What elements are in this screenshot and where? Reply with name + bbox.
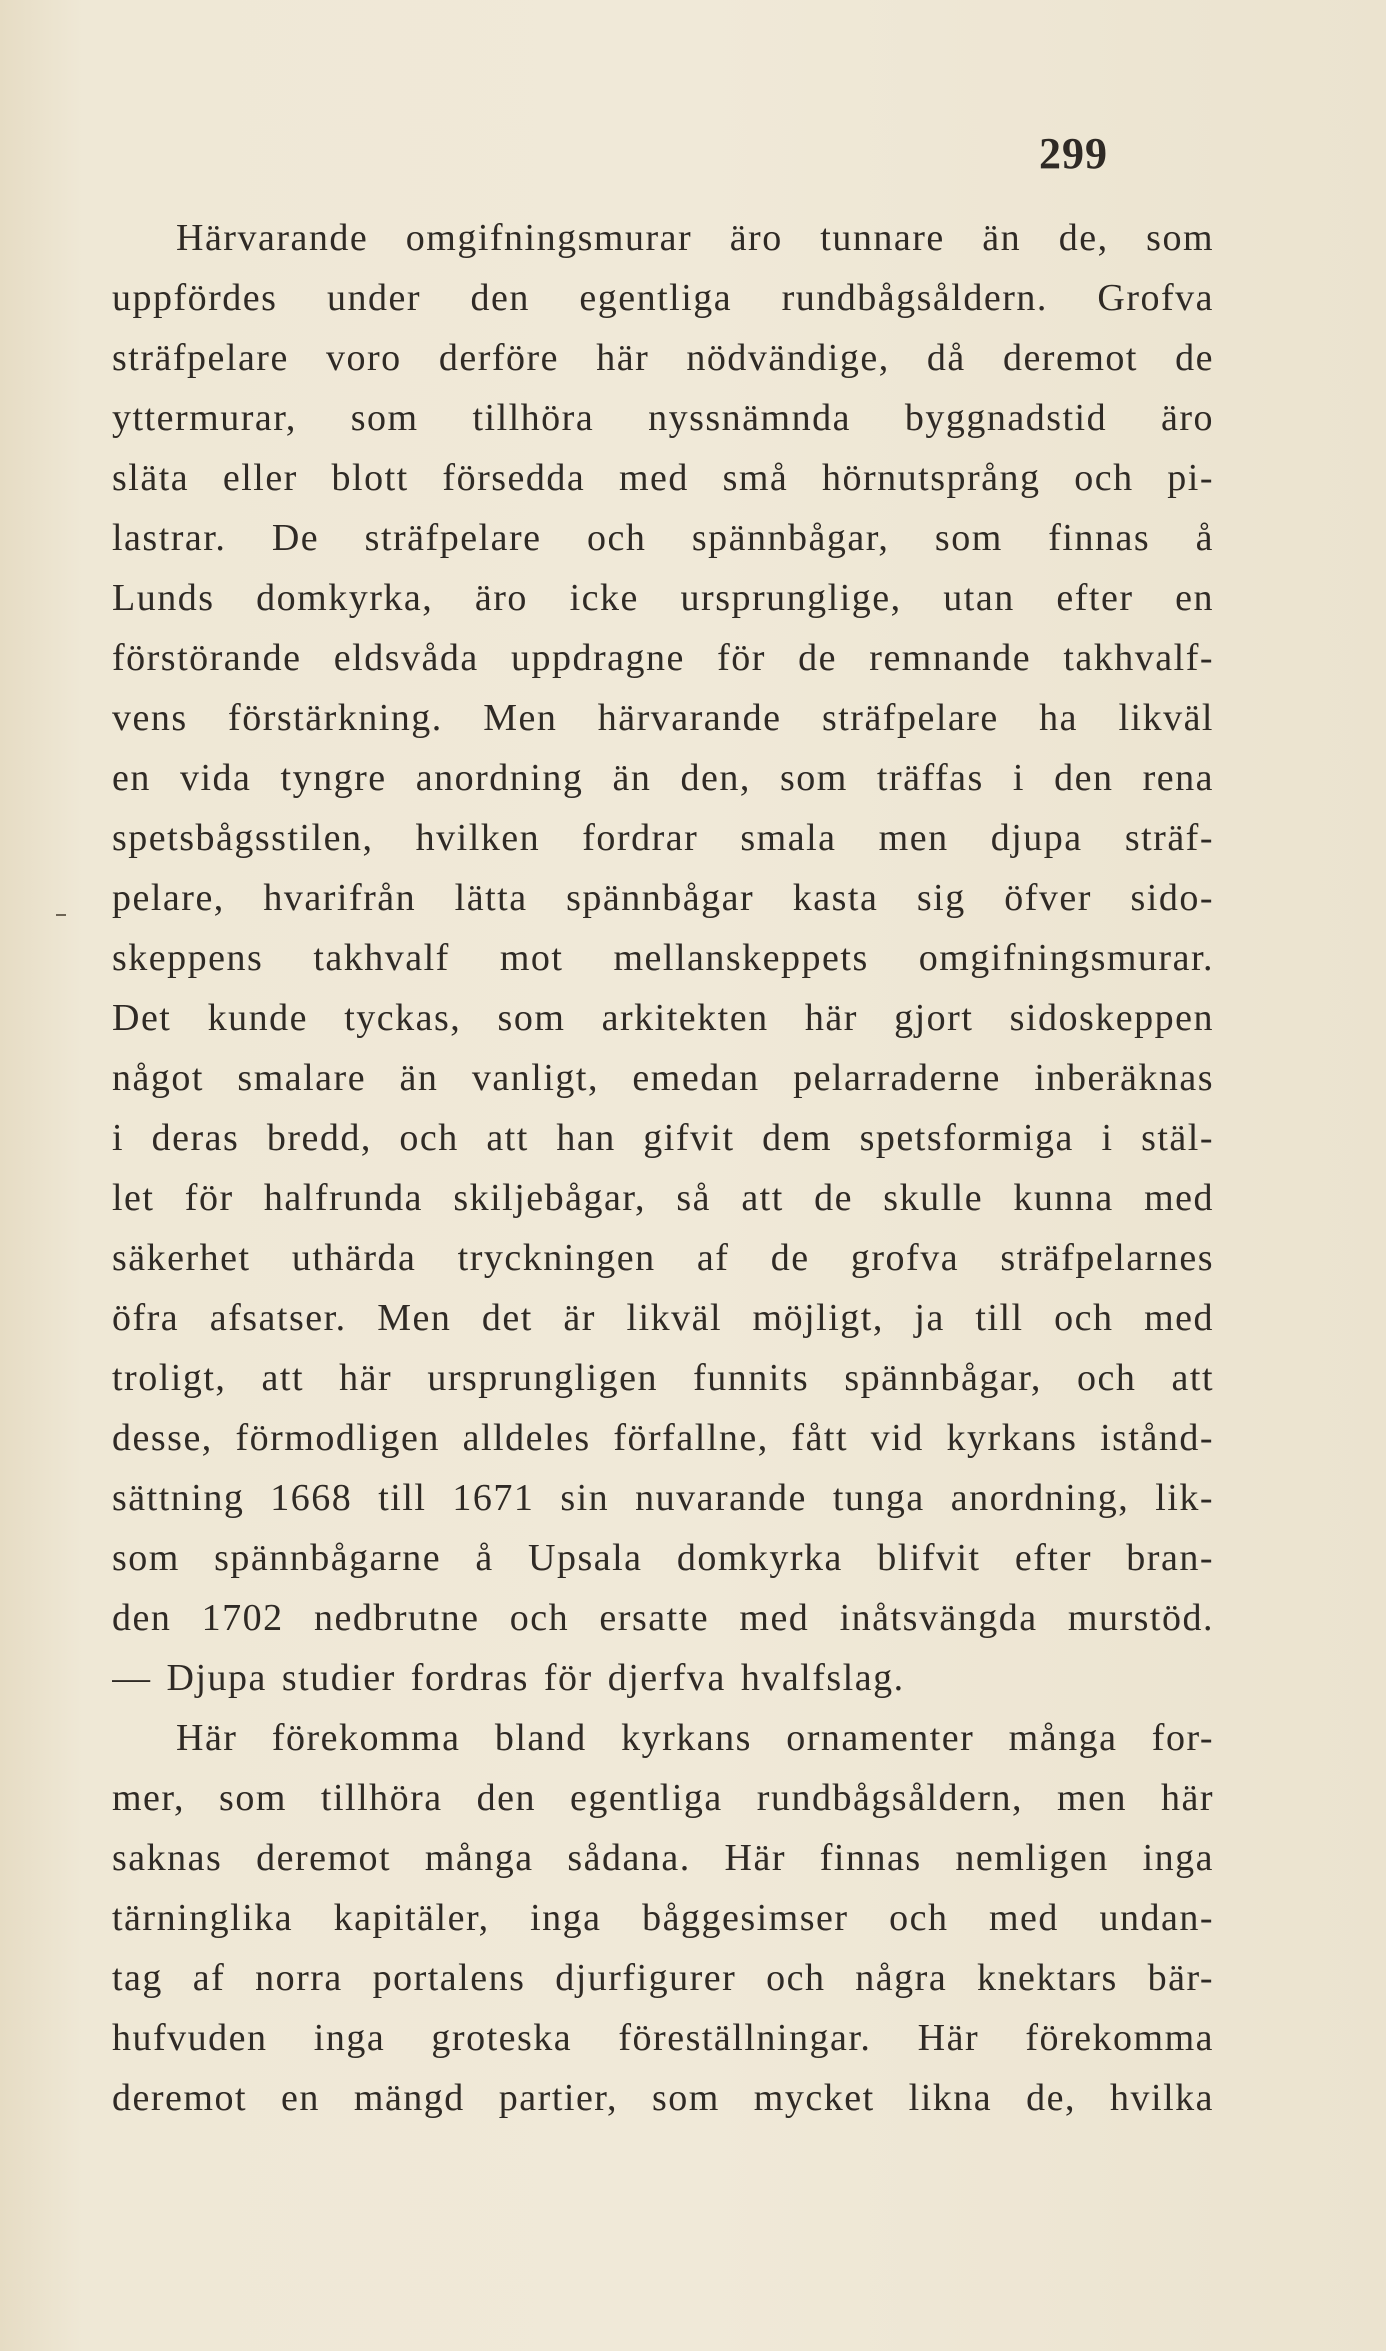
text-line: en vida tyngre anordning än den, som träffas i den rena <box>112 757 1214 799</box>
text-line: sättning 1668 till 1671 sin nuvarande tunga anordning, lik- <box>112 1477 1214 1519</box>
text-line: troligt, att här ursprungligen funnits spännbågar, och att <box>112 1357 1214 1399</box>
text-line: Här förekomma bland kyrkans ornamenter många for- <box>176 1717 1214 1759</box>
text-line: deremot en mängd partier, som mycket likna de, hvilka <box>112 2077 1214 2119</box>
text-line: vens förstärkning. Men härvarande sträfpelare ha likväl <box>112 697 1214 739</box>
text-line: Härvarande omgifningsmurar äro tunnare än de, som <box>176 217 1214 259</box>
text-line: yttermurar, som tillhöra nyssnämnda byggnadstid äro <box>112 397 1214 439</box>
text-line: let för halfrunda skiljebågar, så att de skulle kunna med <box>112 1177 1214 1219</box>
text-line: Lunds domkyrka, äro icke ursprunglige, utan efter en <box>112 577 1214 619</box>
text-line: pelare, hvarifrån lätta spännbågar kasta sig öfver sido- <box>112 877 1214 919</box>
text-line: något smalare än vanligt, emedan pelarraderne inberäknas <box>112 1057 1214 1099</box>
text-line: hufvuden inga groteska föreställningar. Här förekomma <box>112 2017 1214 2059</box>
text-line: lastrar. De sträfpelare och spännbågar, som finnas å <box>112 517 1214 559</box>
text-line: den 1702 nedbrutne och ersatte med inåtsvängda murstöd. <box>112 1597 1214 1639</box>
text-line: desse, förmodligen alldeles förfallne, fått vid kyrkans istånd- <box>112 1417 1214 1459</box>
text-line: uppfördes under den egentliga rundbågsåldern. Grofva <box>112 277 1214 319</box>
margin-mark <box>56 914 66 916</box>
text-line: skeppens takhvalf mot mellanskeppets omgifningsmurar. <box>112 937 1214 979</box>
text-line: släta eller blott försedda med små hörnutsprång och pi- <box>112 457 1214 499</box>
text-line: sträfpelare voro derföre här nödvändige, då deremot de <box>112 337 1214 379</box>
text-line: mer, som tillhöra den egentliga rundbågsåldern, men här <box>112 1777 1214 1819</box>
text-line: i deras bredd, och att han gifvit dem spetsformiga i stäl- <box>112 1117 1214 1159</box>
text-line: Det kunde tyckas, som arkitekten här gjort sidoskeppen <box>112 997 1214 1039</box>
page-number: 299 <box>1039 129 1108 178</box>
text-line: spetsbågsstilen, hvilken fordrar smala men djupa sträf- <box>112 817 1214 859</box>
text-line: som spännbågarne å Upsala domkyrka blifvit efter bran- <box>112 1537 1214 1579</box>
text-line: säkerhet uthärda tryckningen af de grofva sträfpelarnes <box>112 1237 1214 1279</box>
text-line: tärninglika kapitäler, inga båggesimser och med undan- <box>112 1897 1214 1939</box>
text-line: tag af norra portalens djurfigurer och några knektars bär- <box>112 1957 1214 1999</box>
text-line: förstörande eldsvåda uppdragne för de remnande takhvalf- <box>112 637 1214 679</box>
body-text <box>112 208 1214 2128</box>
text-line: — Djupa studier fordras för djerfva hvalfslag. <box>112 1657 905 1699</box>
text-line: saknas deremot många sådana. Här finnas nemligen inga <box>112 1837 1214 1879</box>
text-line: öfra afsatser. Men det är likväl möjligt, ja till och med <box>112 1297 1214 1339</box>
